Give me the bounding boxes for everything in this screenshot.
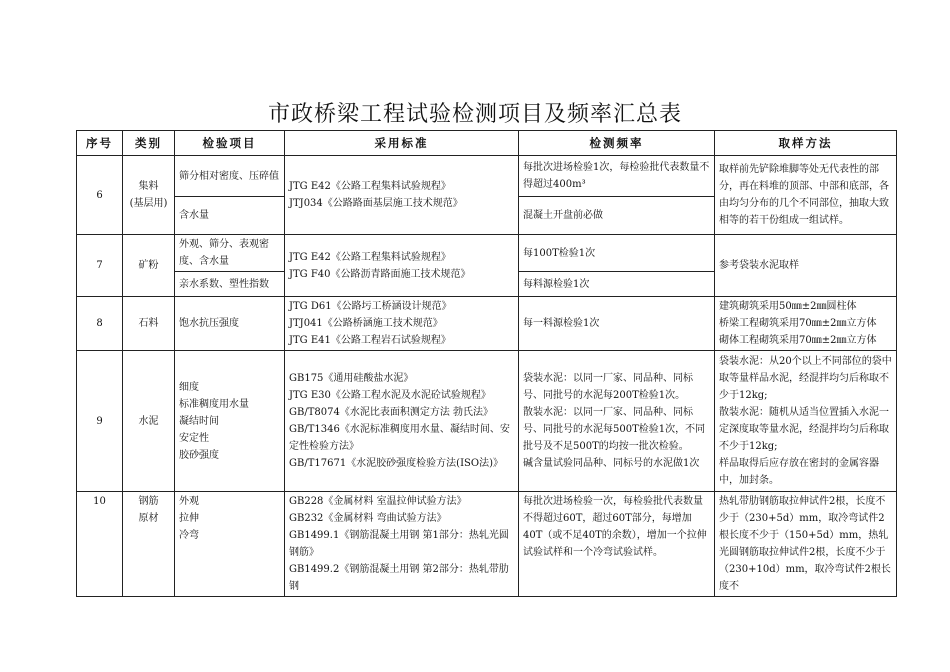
row-standards: GB228《金属材料 室温拉伸试验方法》 GB232《金属材料 弯曲试验方法》 GB1499.1《钢筋混凝土用钢 第1部分：热轧光圆钢筋》 GB1499.2《钢筋混凝土用钢 第2部分：热轧带肋钢 xyxy=(285,492,519,597)
row-standards: GB175《通用硅酸盐水泥》 JTG E30《公路工程水泥及水泥砼试验规程》 GB/T8074《水泥比表面积测定方法 勃氏法》 GB/T1346《水泥标准稠度用水量、凝结时间、安定性检验方法》 GB/T17671《水泥胶砂强度检验方法(ISO法)》 xyxy=(285,351,519,492)
row-category: 水泥 xyxy=(123,351,175,492)
row-standards: JTG E42《公路工程集料试验规程》 JTG F40《公路沥青路面施工技术规范》 xyxy=(285,235,519,297)
row-category: 矿粉 xyxy=(123,235,175,297)
table-row xyxy=(77,492,897,597)
row-frequency: 混凝土开盘前必做 xyxy=(519,197,715,235)
row-standards: JTG D61《公路圬工桥涵设计规范》 JTJ041《公路桥涵施工技术规范》 JTG E41《公路工程岩石试验规程》 xyxy=(285,297,519,351)
table-row xyxy=(77,235,897,272)
row-frequency: 每料源检验1次 xyxy=(519,272,715,297)
row-item: 含水量 xyxy=(175,197,285,235)
header-sampling: 取样方法 xyxy=(715,131,897,156)
row-sampling: 建筑砌筑采用50㎜±2㎜圆柱体 桥梁工程砌筑采用70㎜±2㎜立方体 砌体工程砌筑采用70㎜±2㎜立方体 xyxy=(715,297,897,351)
row-number: 8 xyxy=(77,297,123,351)
header-standards: 采用标准 xyxy=(285,131,519,156)
table-header-row xyxy=(77,131,897,156)
row-category: 钢筋 原材 xyxy=(123,492,175,597)
row-sampling: 取样前先铲除堆脚等处无代表性的部分，再在料堆的顶部、中部和底部，各由均匀分布的几个不同部位，抽取大致相等的若干份组成一组试样。 xyxy=(715,156,897,235)
header-num: 序号 xyxy=(77,131,123,156)
row-sampling: 袋装水泥：从20个以上不同部位的袋中取等量样品水泥，经混拌均匀后称取不少于12kg; 散装水泥：随机从适当位置插入水泥一定深度取等量水泥，经混拌均匀后称取不少于12kg; 样品取得后应存放在密封的金属容器中，加封条。 xyxy=(715,351,897,492)
row-item: 外观 拉伸 冷弯 xyxy=(175,492,285,597)
header-frequency: 检测频率 xyxy=(519,131,715,156)
page-title: 市政桥梁工程试验检测项目及频率汇总表 xyxy=(267,102,682,127)
row-number: 7 xyxy=(77,235,123,297)
row-frequency: 每批次进场检验一次，每检验批代表数量不得超过60T，超过60T部分，每增加40T（或不足40T的余数），增加一个拉伸试验试样和一个冷弯试验试样。 xyxy=(519,492,715,597)
row-category: 集料 (基层用) xyxy=(123,156,175,235)
row-sampling: 热轧带肋钢筋取拉伸试件2根，长度不少于（230+5d）mm，取冷弯试件2根长度不少于（150+5d）mm，热轧光圆钢筋取拉伸试件2根，长度不少于（230+10d）mm，取冷弯试件2根长度不 xyxy=(715,492,897,597)
table-row xyxy=(77,351,897,492)
row-frequency: 每批次进场检验1次，每检验批代表数量不得超过400m³ xyxy=(519,156,715,197)
row-standards: JTG E42《公路工程集料试验规程》 JTJ034《公路路面基层施工技术规范》 xyxy=(285,156,519,235)
summary-table xyxy=(76,130,897,597)
row-sampling: 参考袋装水泥取样 xyxy=(715,235,897,297)
table-row xyxy=(77,156,897,197)
header-category: 类别 xyxy=(123,131,175,156)
row-number: 10 xyxy=(77,492,123,597)
header-items: 检验项目 xyxy=(175,131,285,156)
row-number: 9 xyxy=(77,351,123,492)
row-item: 细度 标准稠度用水量 凝结时间 安定性 胶砂强度 xyxy=(175,351,285,492)
row-item: 外观、筛分、表观密度、含水量 xyxy=(175,235,285,272)
row-frequency: 袋装水泥：以同一厂家、同品种、同标号、同批号的水泥每200T检验1次。 散装水泥：以同一厂家、同品种、同标号、同批号的水泥每500T检验1次，不同批号及不足500T的均按一批次检验。 碱含量试验同品种、同标号的水泥做1次 xyxy=(519,351,715,492)
row-item: 亲水系数、塑性指数 xyxy=(175,272,285,297)
row-frequency: 每100T检验1次 xyxy=(519,235,715,272)
row-number: 6 xyxy=(77,156,123,235)
table-row xyxy=(77,297,897,351)
row-item: 饱水抗压强度 xyxy=(175,297,285,351)
row-item: 筛分相对密度、压碎值 xyxy=(175,156,285,197)
row-frequency: 每一料源检验1次 xyxy=(519,297,715,351)
row-category: 石料 xyxy=(123,297,175,351)
